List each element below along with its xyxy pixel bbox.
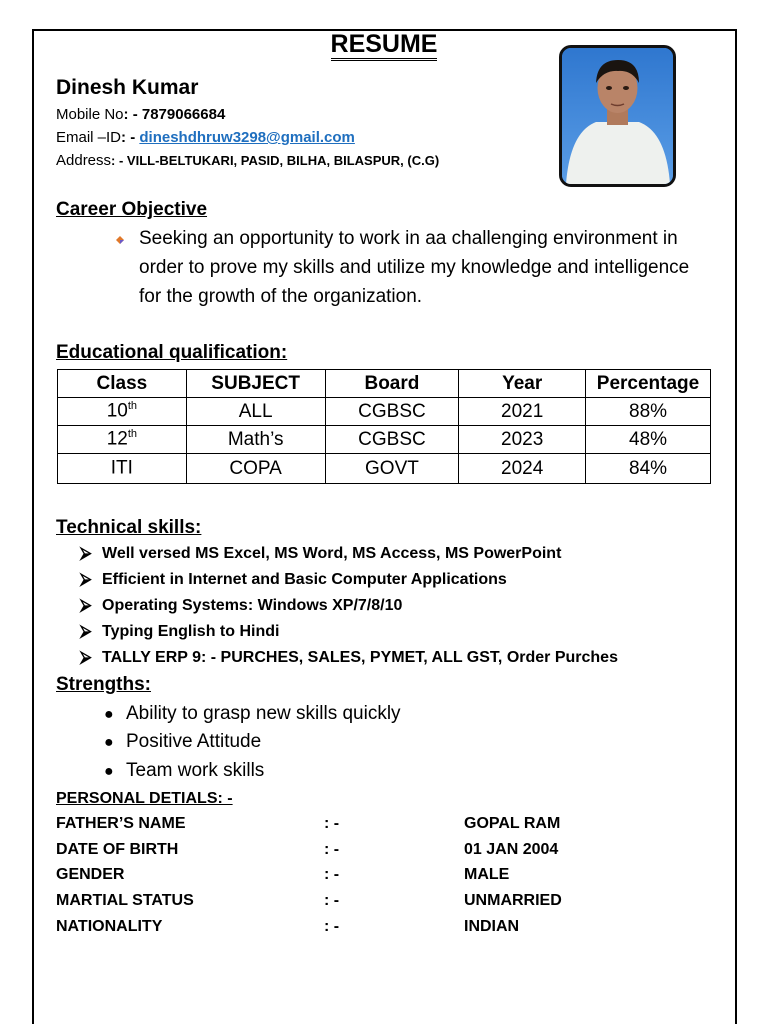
detail-separator: : - xyxy=(324,866,340,883)
class-cell: 10th xyxy=(58,398,187,426)
detail-separator: : - xyxy=(324,918,340,935)
detail-separator: : - xyxy=(324,841,340,858)
address-value: VILL-BELTUKARI, PASID, BILHA, BILASPUR, (C.G) xyxy=(126,153,440,168)
table-header-row xyxy=(58,370,711,398)
table-row xyxy=(58,454,711,484)
arrowhead-bullet-icon: ⮚ xyxy=(80,649,92,666)
email-link[interactable]: dineshdhruw3298@gmail.com xyxy=(139,129,355,146)
email-line xyxy=(56,129,355,146)
column-header: Class xyxy=(58,370,187,398)
person-photo-icon xyxy=(562,48,673,184)
detail-value: INDIAN xyxy=(464,918,520,935)
resume-title: RESUME xyxy=(0,30,768,61)
career-objective-heading: Career Objective xyxy=(56,199,208,220)
detail-label: FATHER’S NAME xyxy=(56,815,186,832)
table-row xyxy=(58,426,711,454)
detail-value: UNMARRIED xyxy=(464,892,562,909)
detail-value: GOPAL RAM xyxy=(464,815,561,832)
mobile-separator: : - xyxy=(123,106,142,123)
technical-skills-heading: Technical skills: xyxy=(56,517,202,538)
detail-separator: : - xyxy=(324,892,340,909)
round-bullet-icon: ● xyxy=(104,763,114,780)
board-cell: CGBSC xyxy=(325,426,459,454)
mobile-value: 7879066684 xyxy=(141,106,226,123)
arrowhead-bullet-icon: ⮚ xyxy=(80,571,92,588)
education-heading: Educational qualification: xyxy=(56,342,288,363)
address-label: Address xyxy=(56,152,112,169)
diamond-bullet-icon xyxy=(114,234,126,246)
year-cell: 2021 xyxy=(459,398,586,426)
subject-cell: ALL xyxy=(186,398,325,426)
list-item: ● Ability to grasp new skills quickly xyxy=(104,703,401,724)
strengths-heading: Strengths: xyxy=(56,674,151,695)
subject-cell: Math’s xyxy=(186,426,325,454)
board-cell: GOVT xyxy=(325,454,459,484)
list-item: ⮚ Well versed MS Excel, MS Word, MS Access, MS PowerPoint xyxy=(80,545,562,562)
arrowhead-bullet-icon: ⮚ xyxy=(80,623,92,640)
board-cell: CGBSC xyxy=(325,398,459,426)
email-label: Email –ID xyxy=(56,129,122,146)
year-cell: 2023 xyxy=(459,426,586,454)
list-item: ⮚ Operating Systems: Windows XP/7/8/10 xyxy=(80,597,403,614)
education-table xyxy=(57,369,711,484)
email-separator: : - xyxy=(121,129,140,146)
table-row xyxy=(58,398,711,426)
percentage-cell: 48% xyxy=(586,426,711,454)
round-bullet-icon: ● xyxy=(104,734,114,751)
detail-value: 01 JAN 2004 xyxy=(464,841,559,858)
list-item: ⮚ Typing English to Hindi xyxy=(80,623,280,640)
list-item: ● Team work skills xyxy=(104,760,265,781)
list-item: ● Positive Attitude xyxy=(104,731,262,752)
detail-label: DATE OF BIRTH xyxy=(56,841,179,858)
class-cell: 12th xyxy=(58,426,187,454)
column-header: SUBJECT xyxy=(186,370,325,398)
year-cell: 2024 xyxy=(459,454,586,484)
address-separator: : - xyxy=(111,153,127,168)
career-objective-text: Seeking an opportunity to work in aa challenging environment in order to prove my skills and utilize my knowledge and intelligence for the growth of the organization. xyxy=(139,228,690,307)
personal-details-heading: PERSONAL DETIALS: - xyxy=(56,790,233,807)
address-line xyxy=(56,152,439,169)
list-item: ⮚ TALLY ERP 9: - PURCHES, SALES, PYMET, ALL GST, Order Purches xyxy=(80,649,618,666)
detail-value: MALE xyxy=(464,866,510,883)
detail-label: NATIONALITY xyxy=(56,918,163,935)
percentage-cell: 84% xyxy=(586,454,711,484)
list-item: ⮚ Efficient in Internet and Basic Computer Applications xyxy=(80,571,507,588)
arrowhead-bullet-icon: ⮚ xyxy=(80,545,92,562)
mobile-line xyxy=(56,106,225,123)
detail-label: GENDER xyxy=(56,866,125,883)
candidate-name: Dinesh Kumar xyxy=(56,76,199,99)
column-header: Board xyxy=(325,370,459,398)
round-bullet-icon: ● xyxy=(104,706,114,723)
percentage-cell: 88% xyxy=(586,398,711,426)
column-header: Year xyxy=(459,370,586,398)
subject-cell: COPA xyxy=(186,454,325,484)
detail-label: MARTIAL STATUS xyxy=(56,892,194,909)
detail-separator: : - xyxy=(324,815,340,832)
arrowhead-bullet-icon: ⮚ xyxy=(80,597,92,614)
class-cell: ITI xyxy=(58,454,187,484)
mobile-label: Mobile No xyxy=(56,106,124,123)
column-header: Percentage xyxy=(586,370,711,398)
profile-photo xyxy=(559,45,676,187)
